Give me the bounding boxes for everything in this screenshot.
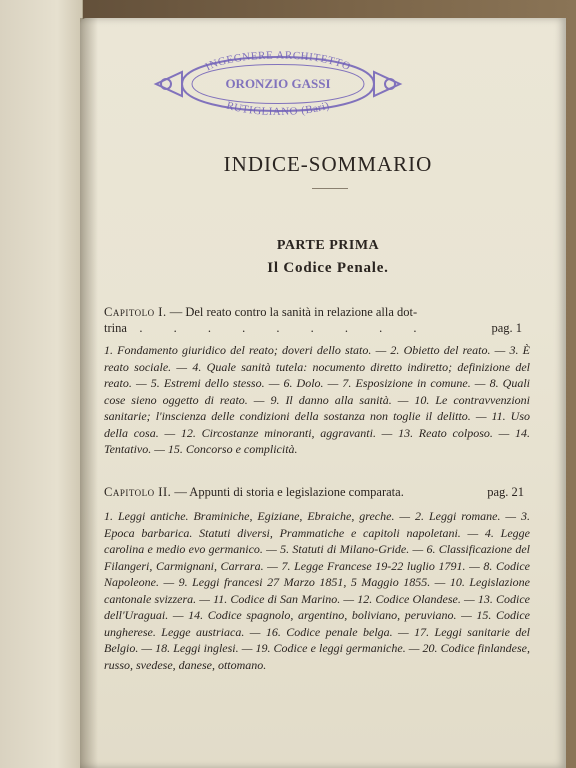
chapter-2-title: — Appunti di storia e legislazione comparata. [174, 485, 404, 499]
chapter-2-summary: 1. Leggi antiche. Braminiche, Egiziane, Ebraiche, greche. — 2. Leggi romane. — 3. Epoca barbarica. Statuti diversi, Prammatiche e capitoli napoletani. — 4. Legge carolina e medio evo germanico. — 5. Statuti di Milano-Gride. — 6. Classificazione del Filangeri, Carmignani, Carrara. — 7. Legge Francese 19-22 luglio 1791. — 8. Codice Napoleone. — 9. Leggi francesi 27 Marzo 1851, 5 Maggio 1855. — 10. Legislazione cantonale svizzera. — 11. Codice di San Marino. — 12. Codice Olandese. — 13. Codice dell'Uraguai. — 14. Codice spagnolo, argentino, boliviano, peruviano. — 15. Codice ungherese. Legge austriaca. — 16. Codice penale belga. — 17. Leggi sanitarie del Belgio. — 18. Leggi inglesi. — 19. Codice e leggi germaniche. — 20. Codice finlandese, russo, svedese, danese, ottomano. [104, 509, 530, 672]
chapter-1-heading [104, 304, 522, 336]
owner-stamp [152, 38, 404, 130]
chapter-1-label: Capitolo I. [104, 305, 167, 319]
svg-text:INGEGNERE ARCHITETTO [203, 49, 352, 73]
chapter-1-page: pag. 1 [491, 321, 522, 335]
title-divider [312, 188, 348, 189]
chapter-2-label: Capitolo II. [104, 485, 172, 499]
chapter-1-title: — Del reato contro la sanità in relazione alla dot- [169, 305, 418, 319]
stamp-line-2: ORONZIO GASSI [225, 76, 331, 91]
left-page-edge [0, 0, 83, 768]
chapter-2-heading [104, 484, 524, 500]
page-gutter-shadow [80, 18, 98, 768]
page-title: INDICE-SOMMARIO [223, 152, 433, 176]
part-subtitle: Il Codice Penale. [267, 260, 389, 276]
stamp-line-3: RUTIGLIANO (Bari) [225, 99, 332, 119]
part-title: PARTE PRIMA [276, 238, 380, 253]
chapter-2-page: pag. 21 [487, 485, 524, 499]
stamp-line-1: INGEGNERE ARCHITETTO [203, 49, 353, 74]
chapter-1-leader-dots: . . . . . . . . . [139, 321, 431, 335]
chapter-1-summary: 1. Fondamento giuridico del reato; doveri dello stato. — 2. Obietto del reato. — 3. È reato sociale. — 4. Quale sanità tutela: nocumento diretto indiretto; definizione del reato. — 5. Estremi dello stesso. — 6. Dolo. — 7. Esposizione in comune. — 8. Quali cose sieno oggetto di reato. — 9. Il danno alla sanità. — 10. Le contravvenzioni sanitarie; l'inscienza delle condizioni della sostanza non toglie il delitto. — 11. Uso della cosa. — 12. Circostanze minoranti, aggravanti. — 13. Reato colposo. — 14. Tentativo. — 15. Concorso e complicità. [104, 343, 530, 456]
svg-text:RUTIGLIANO (Bari) [225, 100, 331, 118]
chapter-1-title-cont: trina [104, 321, 127, 335]
